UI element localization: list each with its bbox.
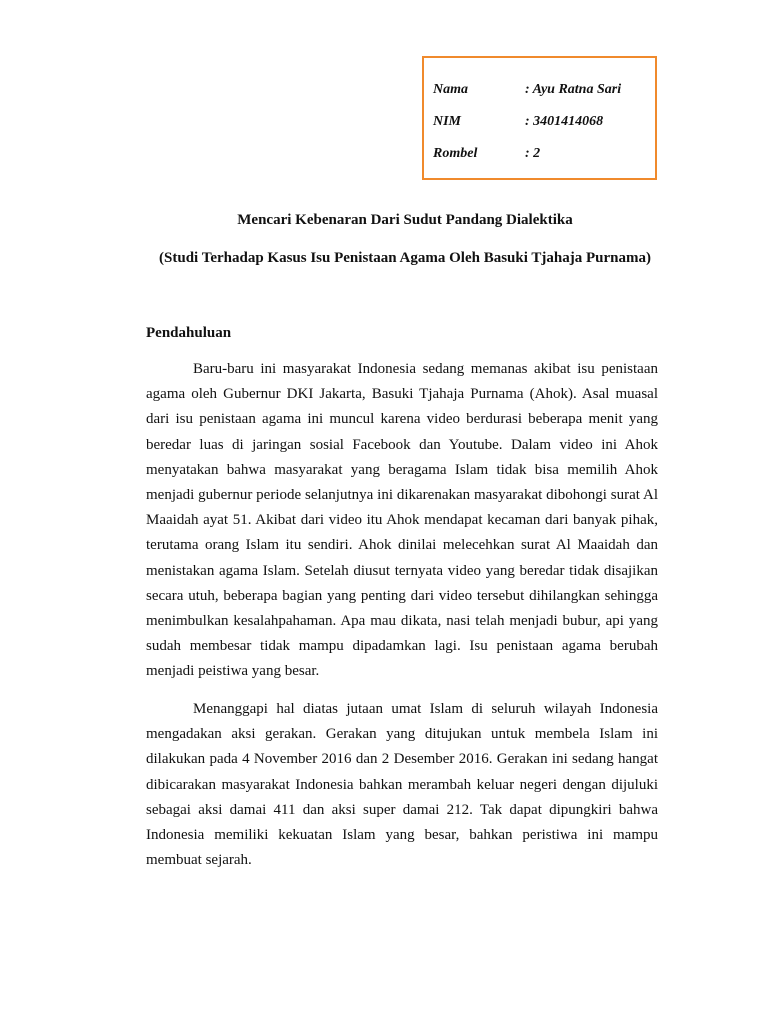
- document-subtitle: (Studi Terhadap Kasus Isu Penistaan Agama Oleh Basuki Tjahaja Purnama): [159, 250, 651, 266]
- student-info-box: [422, 56, 657, 180]
- nim-value: : 3401414068: [525, 114, 604, 129]
- paragraph-response: Menanggapi hal diatas jutaan umat Islam di seluruh wilayah Indonesia mengadakan aksi gerakan. Gerakan yang ditujukan untuk membela Islam ini dilakukan pada 4 November 2016 dan 2 Desember 2016. Gerakan ini sedang hangat dibicarakan masyarakat Indonesia bahkan merambah keluar negeri dengan dijuluki sebagai aksi damai 411 dan aksi super damai 212. Tak dapat dipungkiri bahwa Indonesia memiliki kekuatan Islam yang besar, bahkan peristiwa ini mampu membuat sejarah.: [146, 701, 658, 869]
- rombel-value: : 2: [525, 146, 541, 161]
- name-label: Nama: [433, 82, 468, 97]
- name-value: : Ayu Ratna Sari: [525, 82, 622, 97]
- rombel-label: Rombel: [433, 146, 478, 161]
- paragraph-intro: Baru-baru ini masyarakat Indonesia sedang memanas akibat isu penistaan agama oleh Gubernur DKI Jakarta, Basuki Tjahaja Purnama (Ahok). Asal muasal dari isu penistaan agama ini muncul karena video berdurasi beberapa menit yang beredar luas di jaringan sosial Facebook dan Youtube. Dalam video ini Ahok menyatakan bahwa masyarakat yang beragama Islam tidak bisa memilih Ahok menjadi gubernur periode selanjutnya ini dikarenakan masyarakat dibohongi surat Al Maaidah ayat 51. Akibat dari video itu Ahok mendapat kecaman dari banyak pihak, terutama orang Islam itu sendiri. Ahok dinilai melecehkan surat Al Maaidah dan menistakan agama Islam. Setelah diusut ternyata video yang beredar tidak disajikan secara utuh, beberapa bagian yang penting dari video tersebut dihilangkan sehingga menimbulkan kesalahpahaman. Apa mau dikata, nasi telah menjadi bubur, api yang sudah membesar tidak mampu dipadamkan lagi. Isu penistaan agama berubah menjadi peistiwa yang besar.: [146, 361, 658, 680]
- nim-label: NIM: [433, 114, 462, 129]
- section-heading: Pendahuluan: [146, 325, 232, 341]
- document-title: Mencari Kebenaran Dari Sudut Pandang Dialektika: [237, 212, 573, 228]
